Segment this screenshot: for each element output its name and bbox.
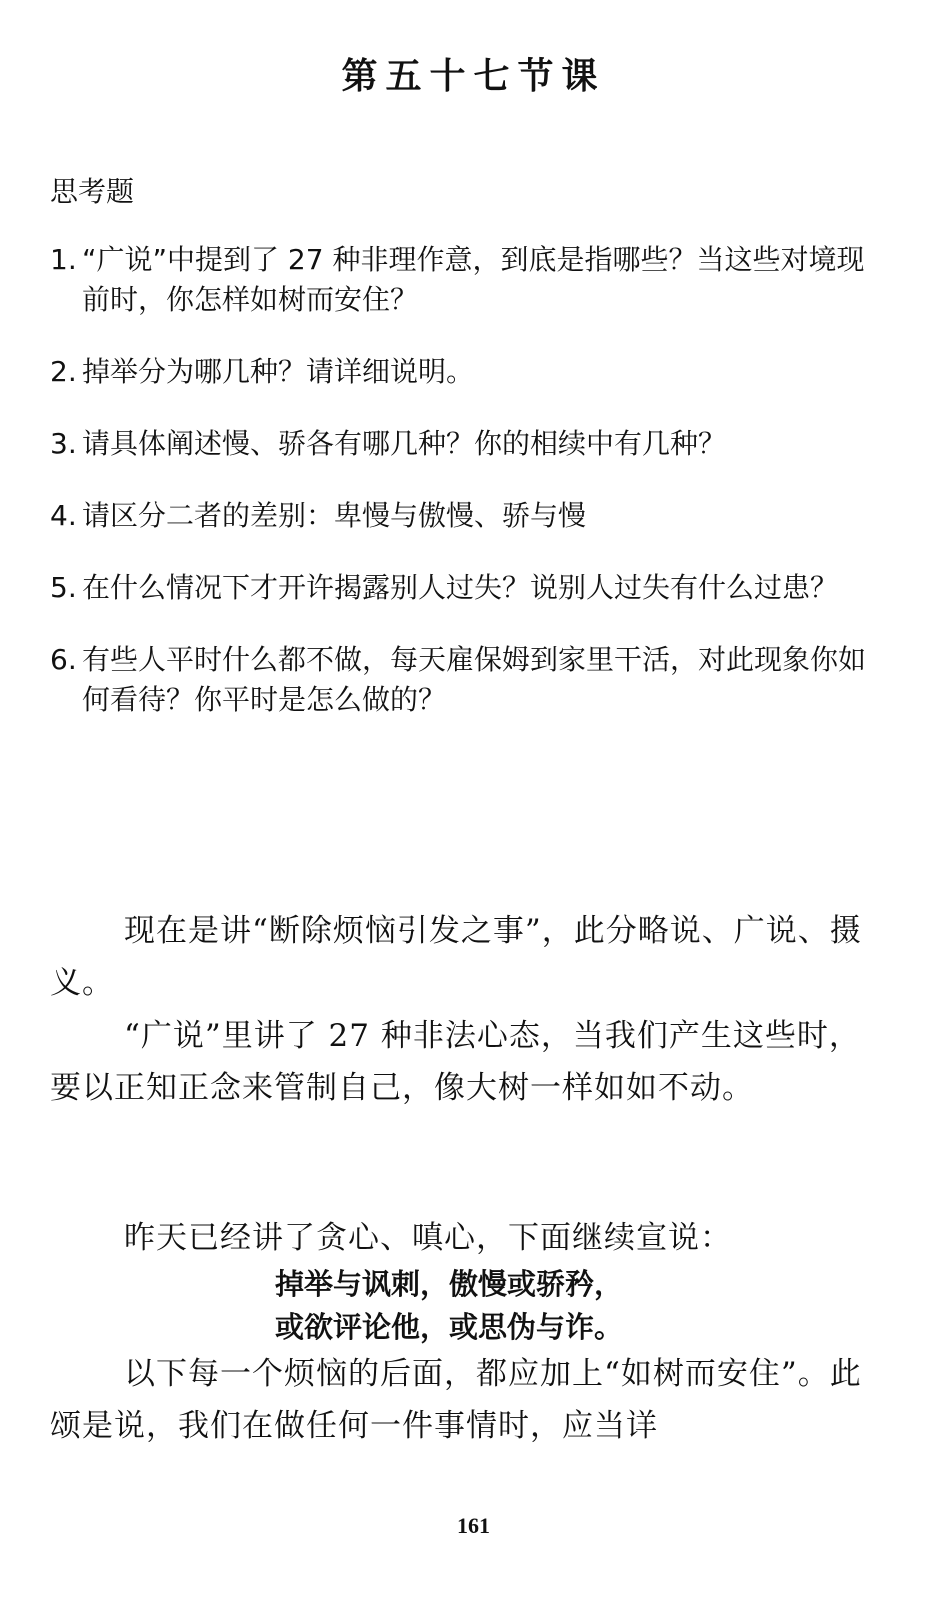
question-number: 4. — [50, 499, 77, 532]
question-item — [50, 240, 880, 320]
body-paragraph-commentary: 以下每一个烦恼的后面，都应加上“如树而安住”。此颂是说，我们在做任何一件事情时，应当详 — [50, 1356, 862, 1444]
question-text: 掉举分为哪几种？请详细说明。 — [82, 355, 475, 388]
question-number: 3. — [50, 427, 77, 460]
question-item — [50, 496, 880, 536]
verse-line-1: 掉举与讽刺，傲慢或骄矜， — [275, 1267, 624, 1301]
question-text: 请具体阐述慢、骄各有哪几种？你的相续中有几种？ — [82, 427, 727, 460]
questions-heading: 思考题 — [50, 175, 135, 208]
question-number: 5. — [50, 571, 77, 604]
question-number: 1. — [50, 243, 77, 276]
lesson-title: 第五十七节课 — [341, 56, 606, 97]
question-item — [50, 568, 880, 608]
question-text: 请区分二者的差别：卑慢与傲慢、骄与慢 — [82, 499, 587, 532]
question-text: 在什么情况下才开许揭露别人过失？说别人过失有什么过患？ — [82, 571, 839, 604]
questions-list — [50, 240, 880, 752]
body-paragraph-intro: 现在是讲“断除烦恼引发之事”，此分略说、广说、摄义。 — [50, 913, 862, 1001]
question-item — [50, 424, 880, 464]
page-number: 161 — [457, 1513, 490, 1538]
question-text: “广说”中提到了 27 种非理作意，到底是指哪些？当这些对境现前时，你怎样如树而安住？ — [82, 243, 865, 316]
question-item — [50, 640, 880, 720]
question-text: 有些人平时什么都不做，每天雇保姆到家里干活，对此现象你如何看待？你平时是怎么做的？ — [82, 643, 867, 716]
question-item — [50, 352, 880, 392]
verse-line-2: 或欲评论他，或思伪与诈。 — [275, 1310, 624, 1344]
body-paragraph-extended: “广说”里讲了 27 种非法心态，当我们产生这些时，要以正知正念来管制自己，像大树一样如如不动。 — [50, 1018, 861, 1106]
question-number: 6. — [50, 643, 77, 676]
body-paragraph-transition: 昨天已经讲了贪心、嗔心，下面继续宣说： — [124, 1220, 732, 1256]
question-number: 2. — [50, 355, 77, 388]
